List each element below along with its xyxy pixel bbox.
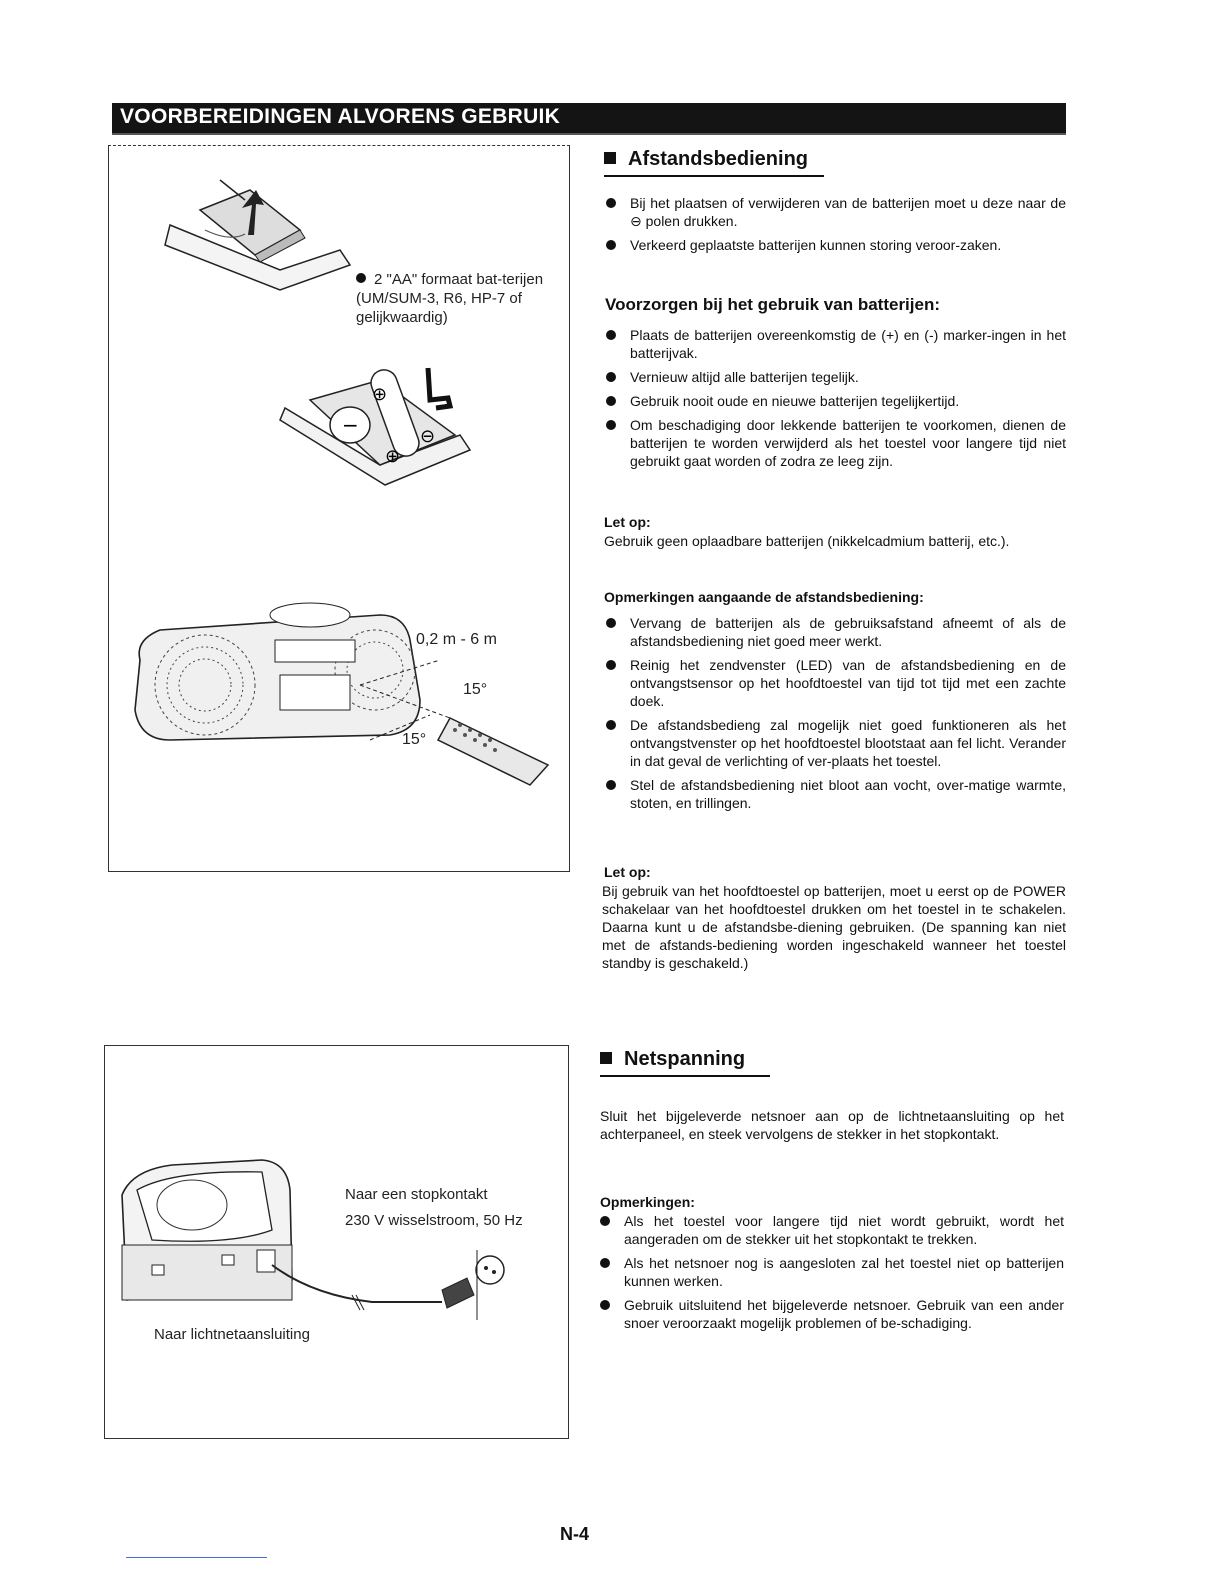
section-title-remote <box>604 148 824 177</box>
list-item: Om beschadiging door lekkende batterijen te voorkomen, dienen de batterijen te worden verwijderd als het toestel voor langere tijd niet gebruikt gaat worden of zodra ze leeg zijn. <box>604 416 1066 470</box>
square-bullet-icon <box>600 1052 612 1064</box>
remote-remarks-heading: Opmerkingen aangaande de afstandsbediening: <box>604 589 924 605</box>
bullet-icon <box>356 273 366 283</box>
list-item: Reinig het zendvenster (LED) van de afstandsbediening en de ontvangstsensor op het hoofdtoestel van tijd tot tijd met een zachte doek. <box>604 656 1066 710</box>
square-bullet-icon <box>604 152 616 164</box>
battery-caption-text: 2 "AA" formaat bat-terijen (UM/SUM-3, R6, HP-7 of gelijkwaardig) <box>356 271 544 326</box>
footer-divider <box>126 1557 267 1558</box>
list-item: Vervang de batterijen als de gebruiksafstand afneemt of als de afstandsbediening niet goed meer werkt. <box>604 614 1066 650</box>
note1-text: Gebruik geen oplaadbare batterijen (nikkelcadmium batterij, etc.). <box>604 533 1010 549</box>
section-title-remote-text: Afstandsbediening <box>628 148 809 170</box>
section-header-bar <box>112 103 1066 135</box>
list-item: De afstandsbedieng zal mogelijk niet goed funktioneren als het ontvangstvenster op het hoofdtoestel blootstaat aan fel licht. Verander in dat geval de verlichting of ver-plaats het toestel. <box>604 716 1066 770</box>
page-title: VOORBEREIDINGEN ALVORENS GEBRUIK <box>120 105 561 128</box>
svg-text:−: − <box>342 413 359 437</box>
list-item: Plaats de batterijen overeenkomstig de (+) en (-) marker-ingen in het batterijvak. <box>604 326 1066 362</box>
svg-text:⊕: ⊕ <box>385 446 401 467</box>
outlet-label-line1: Naar een stopkontakt <box>345 1186 488 1203</box>
list-item: Bij het plaatsen of verwijderen van de batterijen moet u deze naar de ⊖ polen drukken. <box>604 194 1066 230</box>
angle-label-lower: 15° <box>402 731 427 748</box>
note1-heading: Let op: <box>604 514 651 530</box>
boombox-remote-illustration <box>120 590 560 810</box>
section-title-power <box>600 1048 770 1077</box>
note2-heading: Let op: <box>604 864 651 880</box>
svg-text:⊕: ⊕ <box>372 384 388 405</box>
list-item: Als het toestel voor langere tijd niet wordt gebruikt, wordt het aangeraden om de stekker uit het stopkontakt te trekken. <box>598 1212 1064 1248</box>
power-connection-illustration <box>112 1150 522 1340</box>
power-remarks-heading: Opmerkingen: <box>600 1194 695 1210</box>
precautions-heading: Voorzorgen bij het gebruik van batterijen: <box>605 295 941 314</box>
battery-insertion-illustration <box>270 360 480 500</box>
list-item: Gebruik uitsluitend het bijgeleverde netsnoer. Gebruik van een ander snoer veroorzaakt mogelijk problemen of be-schadiging. <box>598 1296 1064 1332</box>
svg-text:⊖: ⊖ <box>420 426 436 447</box>
list-item: Vernieuw altijd alle batterijen tegelijk. <box>604 368 1066 386</box>
precautions-list <box>604 326 1066 476</box>
section-title-power-text: Netspanning <box>624 1048 746 1070</box>
remote-battery-cover-illustration <box>160 170 360 310</box>
list-item: Als het netsnoer nog is aangesloten zal het toestel niet op batterijen kunnen werken. <box>598 1254 1064 1290</box>
list-item: Verkeerd geplaatste batterijen kunnen storing veroor-zaken. <box>604 236 1066 254</box>
remote-bullets <box>604 194 1066 260</box>
angle-label-upper: 15° <box>463 681 488 698</box>
ac-socket-label: Naar lichtnetaansluiting <box>154 1326 310 1343</box>
power-intro-text: Sluit het bijgeleverde netsnoer aan op de lichtnetaansluiting op het achterpaneel, en steek vervolgens de stekker in het stopkontakt. <box>600 1108 1064 1142</box>
list-item: Gebruik nooit oude en nieuwe batterijen tegelijkertijd. <box>604 392 1066 410</box>
note2-text: Bij gebruik van het hoofdtoestel op batterijen, moet u eerst op de POWER schakelaar van het hoofdtoestel drukken om het toestel in te schakelen. Daarna kunt u de afstandsbe-diening gebruiken. (De spanning kan niet met de afstands-bediening worden ingeschakeld wanneer het toestel standby is geschakeld.) <box>602 883 1066 971</box>
outlet-label-line2: 230 V wisselstroom, 50 Hz <box>345 1212 523 1229</box>
power-remarks-list <box>598 1212 1064 1338</box>
page-number: N-4 <box>560 1524 590 1544</box>
remote-remarks-list <box>604 614 1066 818</box>
battery-caption <box>356 270 561 327</box>
distance-label: 0,2 m - 6 m <box>416 631 497 648</box>
list-item: Stel de afstandsbediening niet bloot aan vocht, over-matige warmte, stoten, en trillingen. <box>604 776 1066 812</box>
